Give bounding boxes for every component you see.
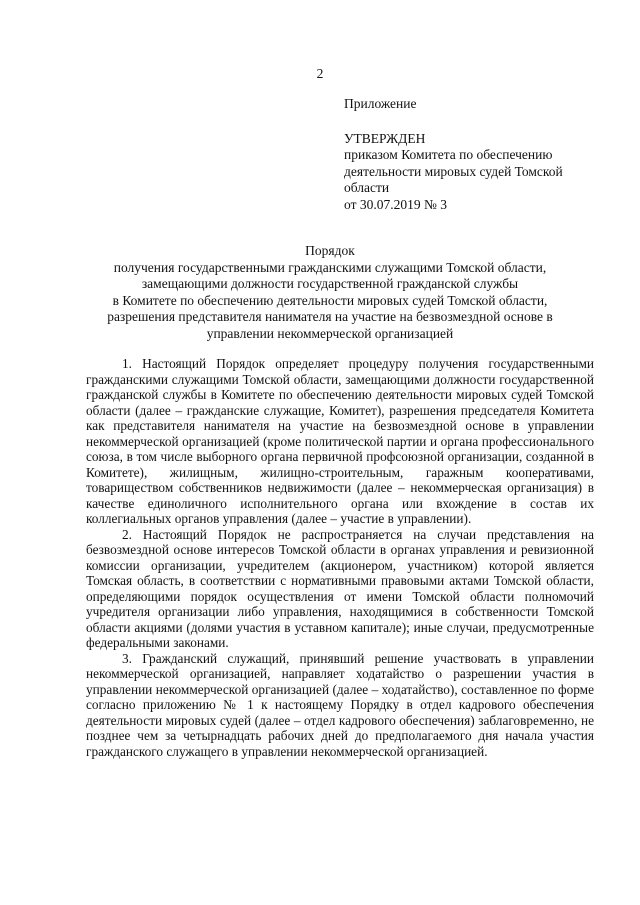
approval-block (344, 96, 594, 213)
title-line: в Комитете по обеспечению деятельности мировых судей Томской области, (112, 292, 548, 308)
order-line: области (344, 180, 390, 195)
title-line: замещающими должности государственной гражданской службы (141, 276, 519, 291)
document-body (86, 356, 594, 759)
paragraph-1: 1. Настоящий Порядок определяет процедуру получения государственными гражданскими служащими Томской области, замещающими должности государственной гражданской службы в Комитете по обеспечению деятельности мировых судей Томской области (далее – гражданские служащие, Комитет), разрешения председателя Комитета как представителя нанимателя на участие на безвозмездной основе в управлении некоммерческой организацией (кроме политической партии и органа профессионального союза, в том числе выборного органа первичной профсоюзной организации, созданной в Комитете), жилищным, жилищно-строительным, гаражным кооперативами, товариществом собственников недвижимости (далее – некоммерческая организация) в качестве единоличного исполнительного органа или вхождение в состав их коллегиальных органов управления (далее – участие в управлении). (86, 356, 594, 526)
approved-label: УТВЕРЖДЕН (344, 130, 426, 146)
paragraph-2: 2. Настоящий Порядок не распространяется на случаи представления на безвозмездной основе интересов Томской области в органах управления и ревизионной комиссии организации, учредителем (акционером, участником) которой является Томская область, в соответствии с нормативными правовыми актами Томской области, определяющими порядок осуществления от имени Томской области полномочий учредителя организации либо управления, находящимися в собственности Томской области акциями (долями участия в уставном капитале); иные случаи, предусмотренные федеральными законами. (86, 526, 594, 650)
document-title (100, 243, 560, 342)
annex-label: Приложение (344, 96, 417, 111)
title-line: получения государственными гражданскими служащими Томской области, (113, 259, 547, 275)
order-date-number: от 30.07.2019 № 3 (344, 196, 447, 212)
title-line: Порядок (305, 243, 355, 258)
order-line: приказом Комитета по обеспечению (344, 147, 553, 162)
title-line: управлении некоммерческой организацией (206, 325, 454, 341)
title-line: разрешения представителя нанимателя на участие на безвозмездной основе в (107, 309, 553, 324)
paragraph-3: 3. Гражданский служащий, принявший решение участвовать в управлении некоммерческой организацией, направляет ходатайство о разрешении участия в управлении некоммерческой организацией (далее – ходатайство), составленное по форме согласно приложению № 1 к настоящему Порядку в отдел кадрового обеспечения деятельности мировых судей (далее – отдел кадрового обеспечения) заблаговременно, не позднее чем за четырнадцать рабочих дней до предполагаемого дня начала участия гражданского служащего в управлении некоммерческой организацией. (86, 650, 594, 759)
order-line: деятельности мировых судей Томской (344, 163, 563, 179)
page-number: 2 (316, 66, 324, 81)
